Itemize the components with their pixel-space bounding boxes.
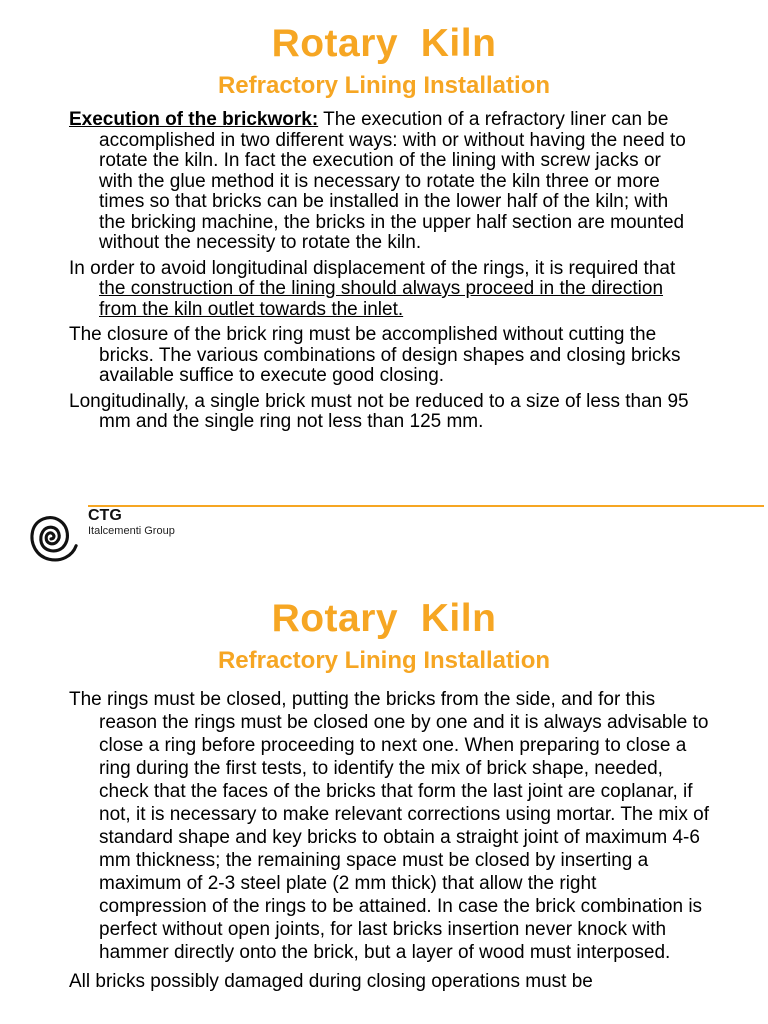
underlined-requirement: the construction of the lining should always proceed in the direction from the kiln outlet towards the inlet. xyxy=(99,278,664,320)
paragraph-longitudinal: Longitudinally, a single brick must not be reduced to a size of less than 95 mm and the single ring not less than 125 mm. xyxy=(69,390,689,432)
footer-divider xyxy=(88,505,764,507)
slide-title: Rotary Kiln xyxy=(271,597,497,640)
slide-body xyxy=(69,110,699,438)
paragraph-closure: The closure of the brick ring must be accomplished without cutting the bricks. The various combinations of design shapes and closing bricks available suffice to execute good closing. xyxy=(69,324,681,386)
slide-subtitle: Refractory Lining Installation xyxy=(217,647,551,674)
paragraph-text: The execution of a refractory liner can be accomplished in two different ways: with or without having the need to rotate the kiln. In fact the execution of the lining with screw jacks or with the glue method it is necessary to rotate the kiln three or more times so that bricks can be installed in the lower half of the kiln; with the bricking machine, the bricks in the upper half section are mounted without the necessity to rotate the kiln. xyxy=(99,109,686,253)
slide-title: Rotary Kiln xyxy=(271,22,497,65)
slide-body xyxy=(69,688,709,998)
paragraph-lead: Execution of the brickwork: xyxy=(69,109,319,130)
logo-name: CTG xyxy=(88,507,122,524)
paragraph-text: In order to avoid longitudinal displacement of the rings, it is required that xyxy=(69,257,676,279)
slide-subtitle: Refractory Lining Installation xyxy=(217,72,551,99)
paragraph-displacement xyxy=(69,259,699,321)
logo-group: Italcementi Group xyxy=(88,525,175,537)
paragraph-execution xyxy=(69,110,699,254)
slide-2 xyxy=(0,575,768,1024)
spiral-logo-icon xyxy=(22,503,80,569)
paragraph-damaged-bricks: All bricks possibly damaged during closing operations must be xyxy=(69,971,593,992)
paragraph-ring-closing: The rings must be closed, putting the bricks from the side, and for this reason the rings must be closed one by one and it is always advisable to close a ring before proceeding to next one. When preparing to close a ring during the first tests, to identify the mix of brick shape, needed, check that the faces of the bricks that form the last joint are coplanar, if not, it is necessary to make relevant corrections using mortar. The mix of standard shape and key bricks to obtain a straight joint of maximum 4-6 mm thickness; the remaining space must be closed by inserting a maximum of 2-3 steel plate (2 mm thick) that allow the right compression of the rings to be attained. In case the brick combination is perfect without open joints, for last bricks insertion never knock with hammer directly onto the brick, but a layer of wood must interposed. xyxy=(69,689,710,963)
